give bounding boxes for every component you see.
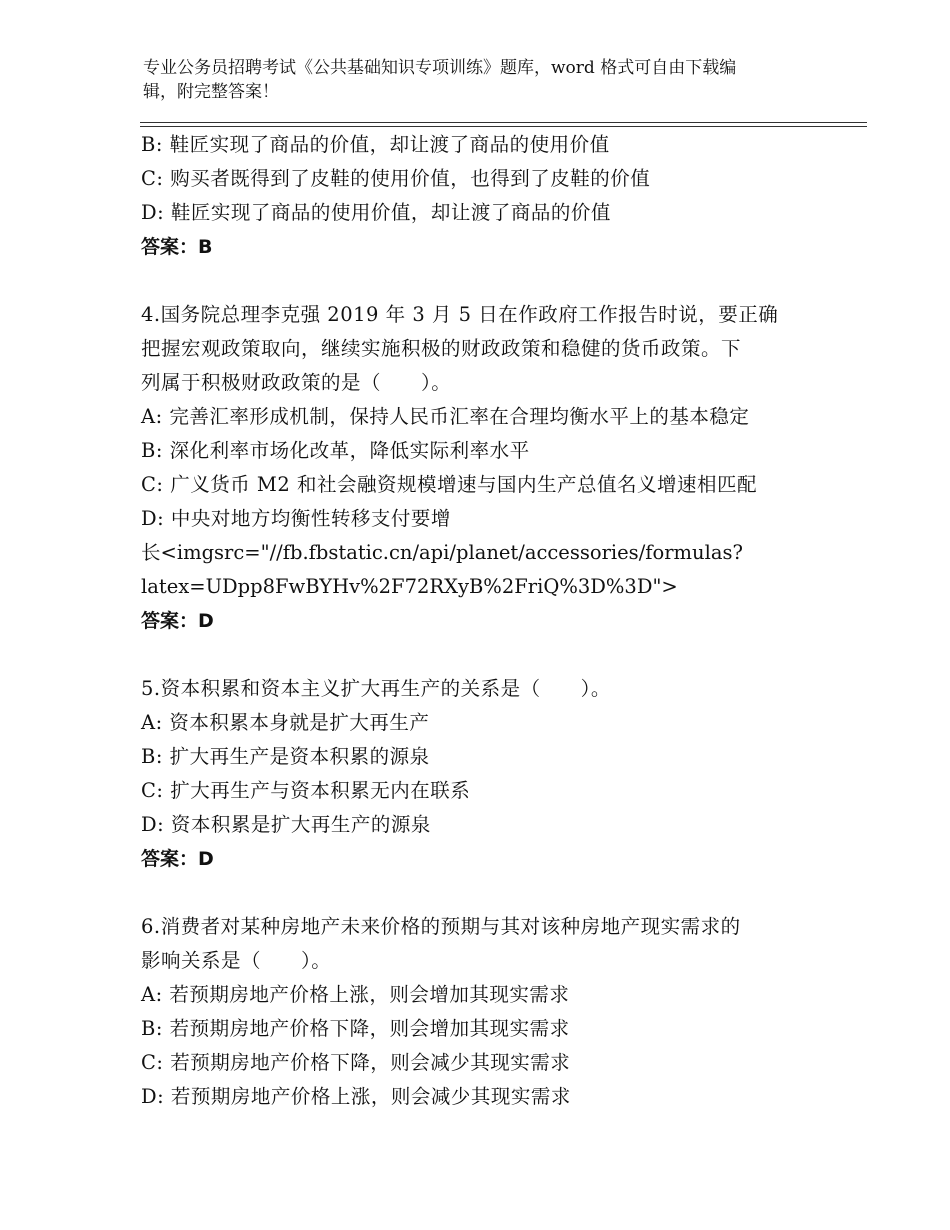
header-line-1: 专业公务员招聘考试《公共基础知识专项训练》题库，word 格式可自由下载编 <box>143 58 737 78</box>
q6-option-c: C: 若预期房地产价格下降，则会减少其现实需求 <box>141 1051 571 1074</box>
q6-stem-line-2: 影响关系是（ ）。 <box>141 949 332 972</box>
spacer <box>141 876 831 910</box>
q6-option-d: D: 若预期房地产价格上涨，则会减少其现实需求 <box>141 1085 571 1108</box>
q5-option-c: C: 扩大再生产与资本积累无内在联系 <box>141 779 471 802</box>
q4-option-b: B: 深化利率市场化改革，降低实际利率水平 <box>141 439 530 462</box>
q4-stem-line-3: 列属于积极财政政策的是（ ）。 <box>141 371 452 394</box>
q3-option-b: B: 鞋匠实现了商品的价值，却让渡了商品的使用价值 <box>141 133 610 156</box>
page-header <box>143 56 823 104</box>
question-content <box>141 128 831 1114</box>
spacer <box>141 264 831 298</box>
header-line-2: 辑，附完整答案！ <box>143 82 279 102</box>
q3-option-c: C: 购买者既得到了皮鞋的使用价值，也得到了皮鞋的价值 <box>141 167 651 190</box>
q5-option-d: D: 资本积累是扩大再生产的源泉 <box>141 813 431 836</box>
q3-option-d: D: 鞋匠实现了商品的使用价值，却让渡了商品的价值 <box>141 201 611 224</box>
spacer <box>141 638 831 672</box>
q6-stem-line-1: 6.消费者对某种房地产未来价格的预期与其对该种房地产现实需求的 <box>141 915 741 938</box>
q4-stem-line-1: 4.国务院总理李克强 2019 年 3 月 5 日在作政府工作报告时说，要正确 <box>141 303 779 326</box>
q6-option-a: A: 若预期房地产价格上涨，则会增加其现实需求 <box>141 983 570 1006</box>
header-divider-top <box>140 122 867 123</box>
q4-option-a: A: 完善汇率形成机制，保持人民币汇率在合理均衡水平上的基本稳定 <box>141 405 750 428</box>
question-4 <box>141 298 831 638</box>
question-5 <box>141 672 831 876</box>
q5-option-a: A: 资本积累本身就是扩大再生产 <box>141 711 430 734</box>
q5-option-b: B: 扩大再生产是资本积累的源泉 <box>141 745 430 768</box>
question-3-tail <box>141 128 831 264</box>
q5-answer: 答案：D <box>141 848 214 870</box>
q4-option-d-cont-2: latex=UDpp8FwBYHv%2F72RXyB%2FriQ%3D%3D"> <box>141 575 678 598</box>
q4-option-d: D: 中央对地方均衡性转移支付要增 <box>141 507 451 530</box>
question-6 <box>141 910 831 1114</box>
q5-stem: 5.资本积累和资本主义扩大再生产的关系是（ ）。 <box>141 677 611 700</box>
q4-stem-line-2: 把握宏观政策取向，继续实施积极的财政政策和稳健的货币政策。下 <box>141 337 742 360</box>
q4-option-d-cont-1: 长<imgsrc="//fb.fbstatic.cn/api/planet/accessories/formulas? <box>141 541 743 564</box>
q4-option-c: C: 广义货币 M2 和社会融资规模增速与国内生产总值名义增速相匹配 <box>141 473 757 496</box>
header-divider-bottom <box>140 126 867 127</box>
q6-option-b: B: 若预期房地产价格下降，则会增加其现实需求 <box>141 1017 570 1040</box>
q4-answer: 答案：D <box>141 610 214 632</box>
q3-answer: 答案：B <box>141 236 213 258</box>
